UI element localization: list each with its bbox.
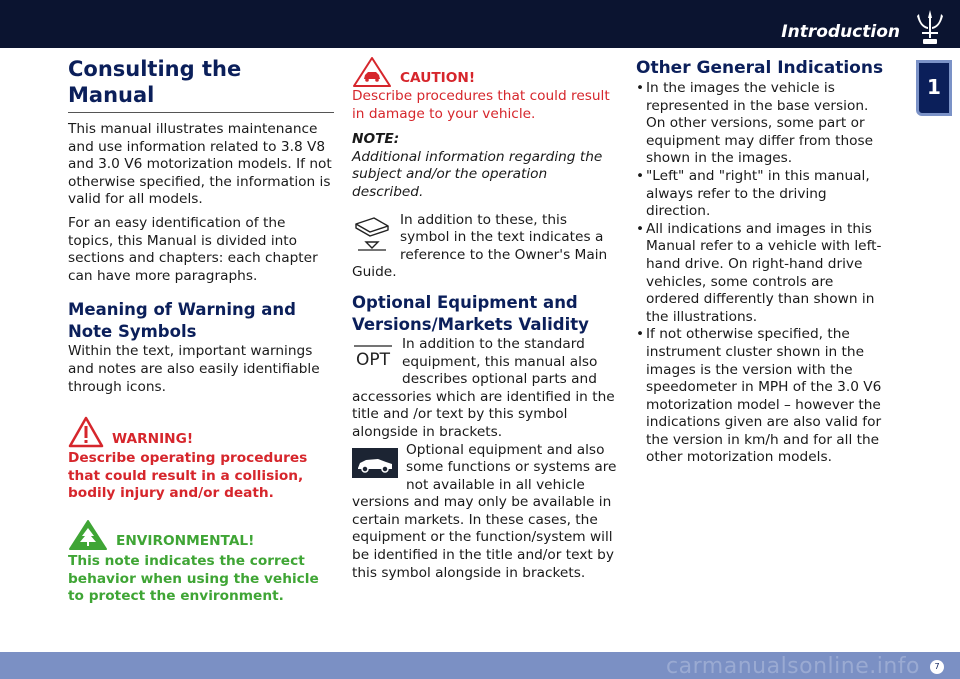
market-text: Optional equipment and also some functions or systems are not available in all vehicle versions and may only be available in certain markets. In these cases, the equipment or the function/system will be identified in the title and/or text by this symbol alongside in brackets. <box>352 441 617 581</box>
column-right <box>636 56 886 467</box>
list-item: • All indications and images in this Manual refer to a vehicle with left-hand drive. On right-hand drive vehicles, some controls are ordered differently than shown in the illustrations. <box>636 221 886 327</box>
section-title: Introduction <box>781 22 900 42</box>
intro-paragraph: This manual illustrates maintenance and use information related to 3.8 V8 and 3.0 V6 motorization models. If not otherwise specified, the information is valid for all models. <box>68 121 332 208</box>
page-number: 7 <box>930 660 944 674</box>
column-left <box>68 56 334 606</box>
optional-equipment-heading: Optional Equipment and Versions/Markets Validity <box>352 292 589 334</box>
environment-tree-icon <box>68 519 108 551</box>
general-indications-heading: Other General Indications <box>636 58 884 78</box>
general-indications-list <box>636 80 886 467</box>
caution-car-icon <box>352 56 392 88</box>
structure-paragraph: For an easy identification of the topics, this Manual is divided into sections and chapters: each chapter can have more paragraphs. <box>68 214 318 284</box>
chapter-number: 1 <box>927 75 941 99</box>
page-header <box>0 0 960 48</box>
page-footer <box>0 652 960 679</box>
note-label: NOTE: <box>352 131 400 148</box>
environment-text: This note indicates the correct behavior when using the vehicle to protect the environment. <box>68 552 319 605</box>
opt-symbol-icon <box>352 338 394 372</box>
note-text: Additional information regarding the subject and/or the operation described. <box>352 148 603 200</box>
warning-block <box>68 416 334 448</box>
opt-text: In addition to the standard equipment, this manual also describes optional parts and accessories which are identified in the title and /or text by this symbol alongside in brackets. <box>352 335 615 440</box>
opt-block <box>352 336 618 442</box>
watermark: carmanualsonline.info <box>666 654 920 679</box>
page-title: Consulting the Manual <box>68 56 334 113</box>
warning-triangle-icon <box>68 416 104 448</box>
warning-label: WARNING! <box>112 430 194 447</box>
list-item: • If not otherwise specified, the instrument cluster shown in the images is the version with the speedometer in MPH of the 3.0 V6 motorization model – however the indications given are also valid for the version in km/h and for all the other motorization models. <box>636 326 886 467</box>
book-reference-icon <box>352 214 392 254</box>
caution-label: CAUTION! <box>400 70 476 87</box>
opt-icon-text: OPT <box>355 349 391 370</box>
reference-text: In addition to these, this symbol in the text indicates a reference to the Owner's Main Guide. <box>352 211 608 281</box>
warning-text: Describe operating procedures that could result in a collision, bodily injury and/or death. <box>68 450 308 502</box>
market-block <box>352 442 618 583</box>
list-item: • In the images the vehicle is represented in the base version. On other versions, some part or equipment may differ from those shown in the images. <box>636 80 886 168</box>
market-car-icon <box>352 448 398 478</box>
warning-symbols-heading: Meaning of Warning and Note Symbols <box>68 300 296 342</box>
environment-block <box>68 519 334 551</box>
trident-logo-icon <box>914 8 946 46</box>
list-item: • "Left" and "right" in this manual, always refer to the driving direction. <box>636 168 886 221</box>
chapter-tab[interactable] <box>916 60 952 116</box>
warning-symbols-paragraph: Within the text, important warnings and notes are also easily identifiable through icons. <box>68 343 320 395</box>
reference-block <box>352 212 618 282</box>
caution-text: Describe procedures that could result in damage to your vehicle. <box>352 88 610 122</box>
caution-block <box>352 56 618 88</box>
column-middle <box>352 56 618 582</box>
environment-label: ENVIRONMENTAL! <box>116 533 255 550</box>
